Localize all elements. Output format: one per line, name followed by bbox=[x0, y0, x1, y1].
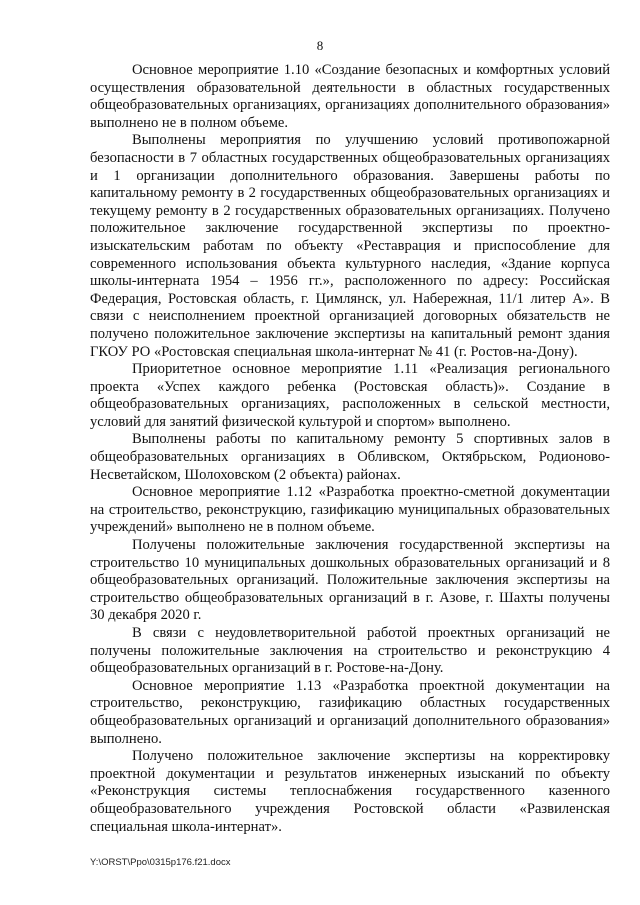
paragraph-8: Основное мероприятие 1.13 «Разработка проектной документации на строительство, реконструкцию, газификацию областных государственных общеобразовательных организаций и организаций дополнительного образования» выполнено. bbox=[90, 677, 610, 747]
page-number: 8 bbox=[316, 38, 324, 53]
paragraph-3: Приоритетное основное мероприятие 1.11 «Реализация регионального проекта «Успех каждого ребенка (Ростовская область)». Создание в общеобразовательных организациях, расположенных в сельской местности, условий для занятий физической культурой и спортом» выполнено. bbox=[90, 361, 610, 430]
document-body bbox=[90, 62, 610, 836]
paragraph-5: Основное мероприятие 1.12 «Разработка проектно-сметной документации на строительство, реконструкцию, газификацию муниципальных образовательных учреждений» выполнено не в полном объеме. bbox=[90, 484, 610, 536]
paragraph-4: Выполнены работы по капитальному ремонту 5 спортивных залов в общеобразовательных организациях в Обливском, Октябрьском, Родионово-Несветайском, Шолоховском (2 объекта) районах. bbox=[90, 431, 610, 483]
paragraph-9: Получено положительное заключение экспертизы на корректировку проектной документации и результатов инженерных изысканий по объекту «Реконструкция системы теплоснабжения государственного казенного общеобразовательного учреждения Ростовской области «Развиленская специальная школа-интернат». bbox=[90, 748, 610, 835]
paragraph-1: Основное мероприятие 1.10 «Создание безопасных и комфортных условий осуществления образовательной деятельности в областных государственных общеобразовательных организациях, организациях дополнительного образования» выполнено не в полном объеме. bbox=[90, 62, 610, 131]
footer-file-path: Y:\ORST\Ppo\0315p176.f21.docx bbox=[90, 857, 231, 868]
paragraph-2: Выполнены мероприятия по улучшению условий противопожарной безопасности в 7 областных государственных общеобразовательных организациях и 1 организации дополнительного образования. Завершены работы по капитальному ремонту в 2 государственных общеобразовательных организациях и текущему ремонту в 2 государственных образовательных организациях. Получено положительное заключение государственной экспертизы по проектно-изыскательским работам по объекту «Реставрация и приспособление для современного использования объекта культурного наследия, «Здание корпуса школы-интерната 1954 – 1956 гг.», расположенного по адресу: Российская Федерация, Ростовская область, г. Цимлянск, ул. Набережная, 11/1 литер А». В связи с неисполнением проектной организацией договорных обязательств не получено положительное заключение экспертизы на капитальный ремонт здания ГКОУ РО «Ростовская специальная школа-интернат № 41 (г. Ростов-на-Дону). bbox=[90, 132, 610, 360]
paragraph-7: В связи с неудовлетворительной работой проектных организаций не получены положительные заключения на строительство и реконструкцию 4 общеобразовательных организаций в г. Ростове-на-Дону. bbox=[90, 625, 610, 677]
paragraph-6: Получены положительные заключения государственной экспертизы на строительство 10 муниципальных дошкольных образовательных организаций и 8 общеобразовательных организаций. Положительные заключения экспертизы на строительство общеобразовательных организаций в г. Азове, г. Шахты получены 30 декабря 2020 г. bbox=[90, 537, 610, 624]
